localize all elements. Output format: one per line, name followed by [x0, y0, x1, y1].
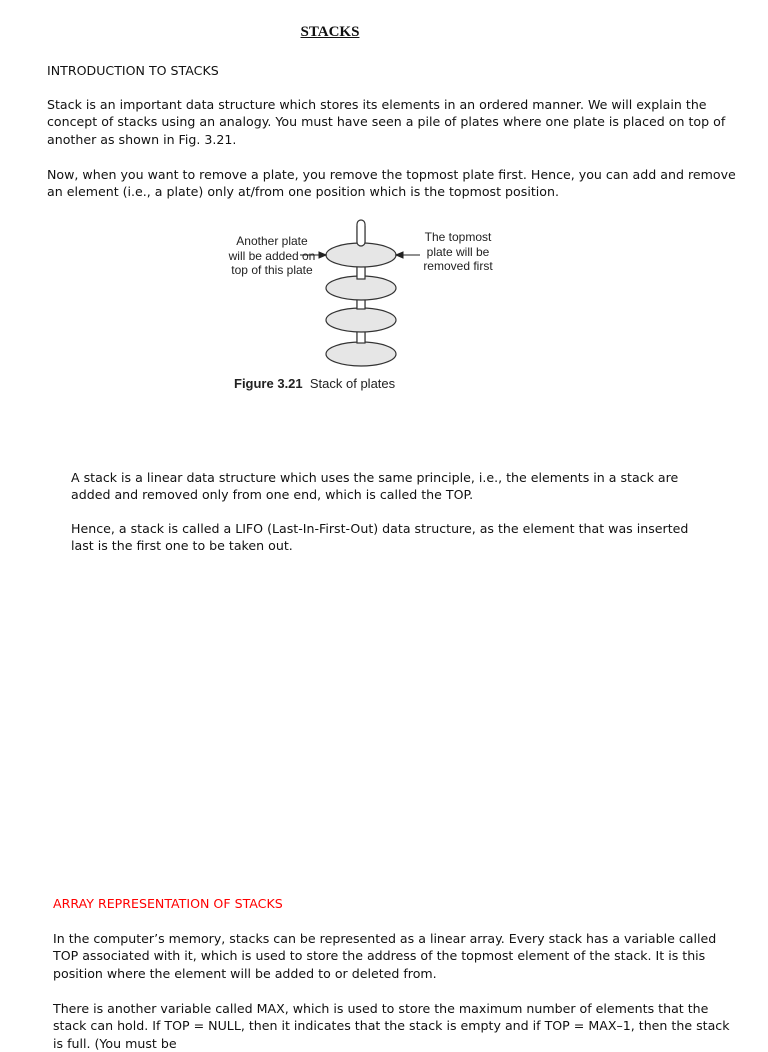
plate-3: [326, 276, 396, 300]
plate-5: [326, 342, 396, 366]
figure-right-label: The topmost plate will be removed first: [423, 230, 493, 273]
paragraph-lifo: Hence, a stack is called a LIFO (Last-In-First-Out) data structure, as the element that was inserted last is the first one to be taken out.: [71, 521, 689, 554]
figure-caption-number: Figure 3.21: [234, 376, 303, 391]
remove-arrow: [396, 252, 420, 258]
paragraph-array-representation: In the computer’s memory, stacks can be represented as a linear array. Every stack has a variable called TOP associated with it, which is used to store the address of the topmost element of the stack. It is this position where the element will be added to or deleted from.: [53, 931, 717, 981]
paragraph-intro: Stack is an important data structure which stores its elements in an ordered manner. We will explain the concept of stacks using an analogy. You must have seen a pile of plates where one plate is placed on top of another as shown in Fig. 3.21.: [47, 97, 726, 147]
plate-4: [326, 308, 396, 332]
plate-2-top: [326, 243, 396, 267]
intro-heading: INTRODUCTION TO STACKS: [47, 63, 219, 78]
paragraph-remove-plate: Now, when you want to remove a plate, you remove the topmost plate first. Hence, you can add and remove an element (i.e., a plate) only at/from one position which is the topmost position.: [47, 167, 736, 200]
figure-stack-of-plates: [220, 218, 520, 398]
figure-left-label: Another plate will be added on top of this plate: [228, 234, 316, 277]
page-title: STACKS: [300, 24, 360, 40]
figure-caption-text: Stack of plates: [309, 376, 396, 391]
paragraph-max-variable: There is another variable called MAX, which is used to store the maximum number of elements that the stack can hold. If TOP = NULL, then it indicates that the stack is empty and if TOP = MAX–1, then the stack is full. (You must be: [53, 1001, 730, 1051]
array-heading: ARRAY REPRESENTATION OF STACKS: [53, 896, 283, 911]
figure-caption: [234, 376, 395, 391]
paragraph-stack-definition: A stack is a linear data structure which uses the same principle, i.e., the elements in a stack are added and removed only from one end, which is called the TOP.: [71, 470, 679, 503]
